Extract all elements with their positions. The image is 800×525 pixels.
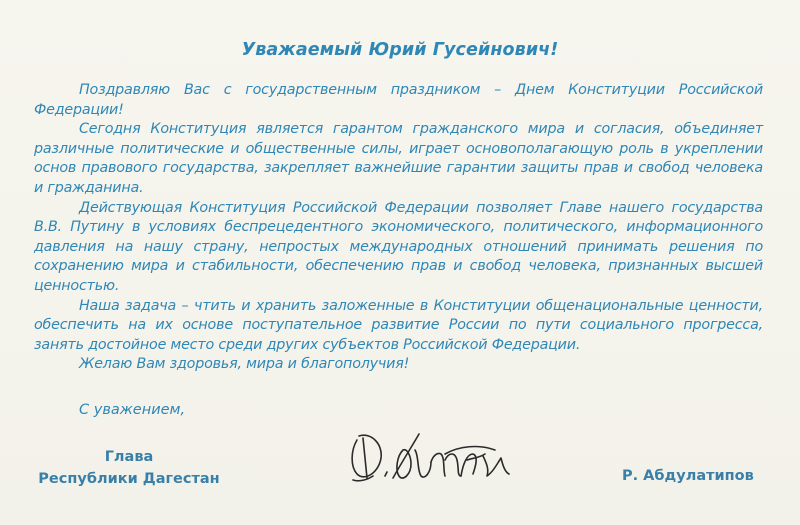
signer-title-line-2: Республики Дагестан [38,471,220,487]
paragraph-congratulation: Поздравляю Вас с государственным праздником – Днем Конституции Российской Федерации! [34,82,763,118]
paragraph-wishes: Желаю Вам здоровья, мира и благополучия! [79,356,410,373]
signer-title [34,446,224,490]
signer-title-line-1: Глава [104,449,154,465]
paragraph-current-constitution: Действующая Конституция Российской Федерации позволяет Главе нашего государства В.В. Путину в условиях беспрецедентного экономического, политического, информационного давления на нашу страну, непростых международных отношений принимать решения по сохранению мира и стабильности, обеспечению прав и свобод человека, признанных высшей ценностью. [34,199,763,294]
signer-name: Р. Абдулатипов [622,468,754,484]
paragraph-constitution-guarantor: Сегодня Конституция является гарантом гражданского мира и согласия, объединяет различные политические и общественные силы, играет основополагающую роль в укреплении основ правового государства, закрепляет важнейшие гарантии защиты прав и свобод человека и гражданина. [34,121,763,196]
letter-greeting: Уважаемый Юрий Гусейнович! [241,40,559,60]
handwritten-signature [345,420,520,490]
paragraph-our-task: Наша задача – чтить и хранить заложенные в Конституции общенациональные ценности, обеспечить на их основе поступательное развитие России по пути социального прогресса, занять достойное место среди других субъектов Российской Федерации. [34,297,763,353]
letter-closing: С уважением, [79,402,186,418]
letter-body [34,81,763,375]
